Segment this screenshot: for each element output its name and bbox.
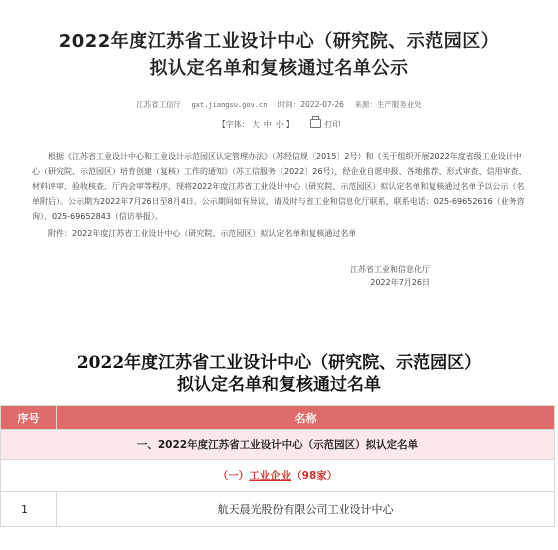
website-link[interactable]: gxt.jiangsu.gov.cn bbox=[191, 101, 268, 109]
subsection-row bbox=[1, 460, 555, 492]
table-header-row bbox=[1, 406, 555, 430]
list-document bbox=[0, 352, 558, 527]
subsection-title: （一）工业企业（98家） bbox=[1, 460, 555, 492]
publisher: 江苏省工信厅 bbox=[136, 100, 182, 109]
section-row bbox=[1, 430, 555, 460]
section-title: 一、2022年度江苏省工业设计中心（示范园区）拟认定名单 bbox=[1, 430, 555, 460]
list-title bbox=[0, 352, 558, 396]
font-large-button[interactable]: 大 bbox=[251, 120, 260, 129]
list-title-line1: 2022年度江苏省工业设计中心（研究院、示范园区） bbox=[76, 353, 482, 373]
publish-time: 时间：2022-07-26 bbox=[277, 100, 344, 109]
list-title-line2: 拟认定名单和复核通过名单 bbox=[177, 375, 381, 395]
article-tools bbox=[28, 119, 530, 130]
article-meta bbox=[28, 99, 530, 110]
sign-date: 2022年7月26日 bbox=[370, 278, 430, 287]
table-row bbox=[1, 492, 555, 527]
source: 来源：生产服务业处 bbox=[354, 100, 422, 109]
signature-block bbox=[28, 263, 530, 289]
font-medium-button[interactable]: 中 bbox=[263, 120, 272, 129]
font-size-controls: 【字体： 大 中 小 】 bbox=[217, 120, 294, 129]
article-title-line2: 拟认定名单和复核通过名单公示 bbox=[149, 58, 409, 79]
row-no: 1 bbox=[1, 492, 57, 527]
signer: 江苏省工业和信息化厅 bbox=[350, 265, 430, 274]
printer-icon[interactable] bbox=[310, 119, 321, 128]
article-title bbox=[28, 0, 530, 82]
font-small-button[interactable]: 小 bbox=[275, 120, 284, 129]
header-name: 名称 bbox=[57, 406, 555, 430]
article-title-line1: 2022年度江苏省工业设计中心（研究院、示范园区） bbox=[58, 31, 500, 52]
header-no: 序号 bbox=[1, 406, 57, 430]
row-name: 航天晨光股份有限公司工业设计中心 bbox=[57, 492, 555, 527]
attachment-link[interactable]: 附件：2022年度江苏省工业设计中心（研究院、示范园区）拟认定名单和复核通过名单 bbox=[48, 229, 357, 238]
article-body: 根据《江苏省工业设计中心和工业设计示范园区认定管理办法》（苏经信规〔2015〕2号）和《关于组织开展2022年度省级工业设计中心（研究院、示范园区）培育创建（复核）工作的通知》（苏工信服务〔2022〕26号），经企业自愿申报、各地推荐、形式审查、信用审查、材料评审、验收核查、厅内会审等程序，现将2022年度江苏省工业设计中心（研究院、示范园区）拟认定名单和复核通过名单予以公示（名单附后）。公示期为2022年7月26日至8月4日。公示期间如有异议，请及时与省工业和信息化厅联系，联系电话：025-69652616（业务咨询）、025-69652843（信访举报）。 bbox=[32, 152, 527, 221]
print-button[interactable]: 打印 bbox=[324, 120, 341, 129]
list-table bbox=[0, 405, 555, 527]
